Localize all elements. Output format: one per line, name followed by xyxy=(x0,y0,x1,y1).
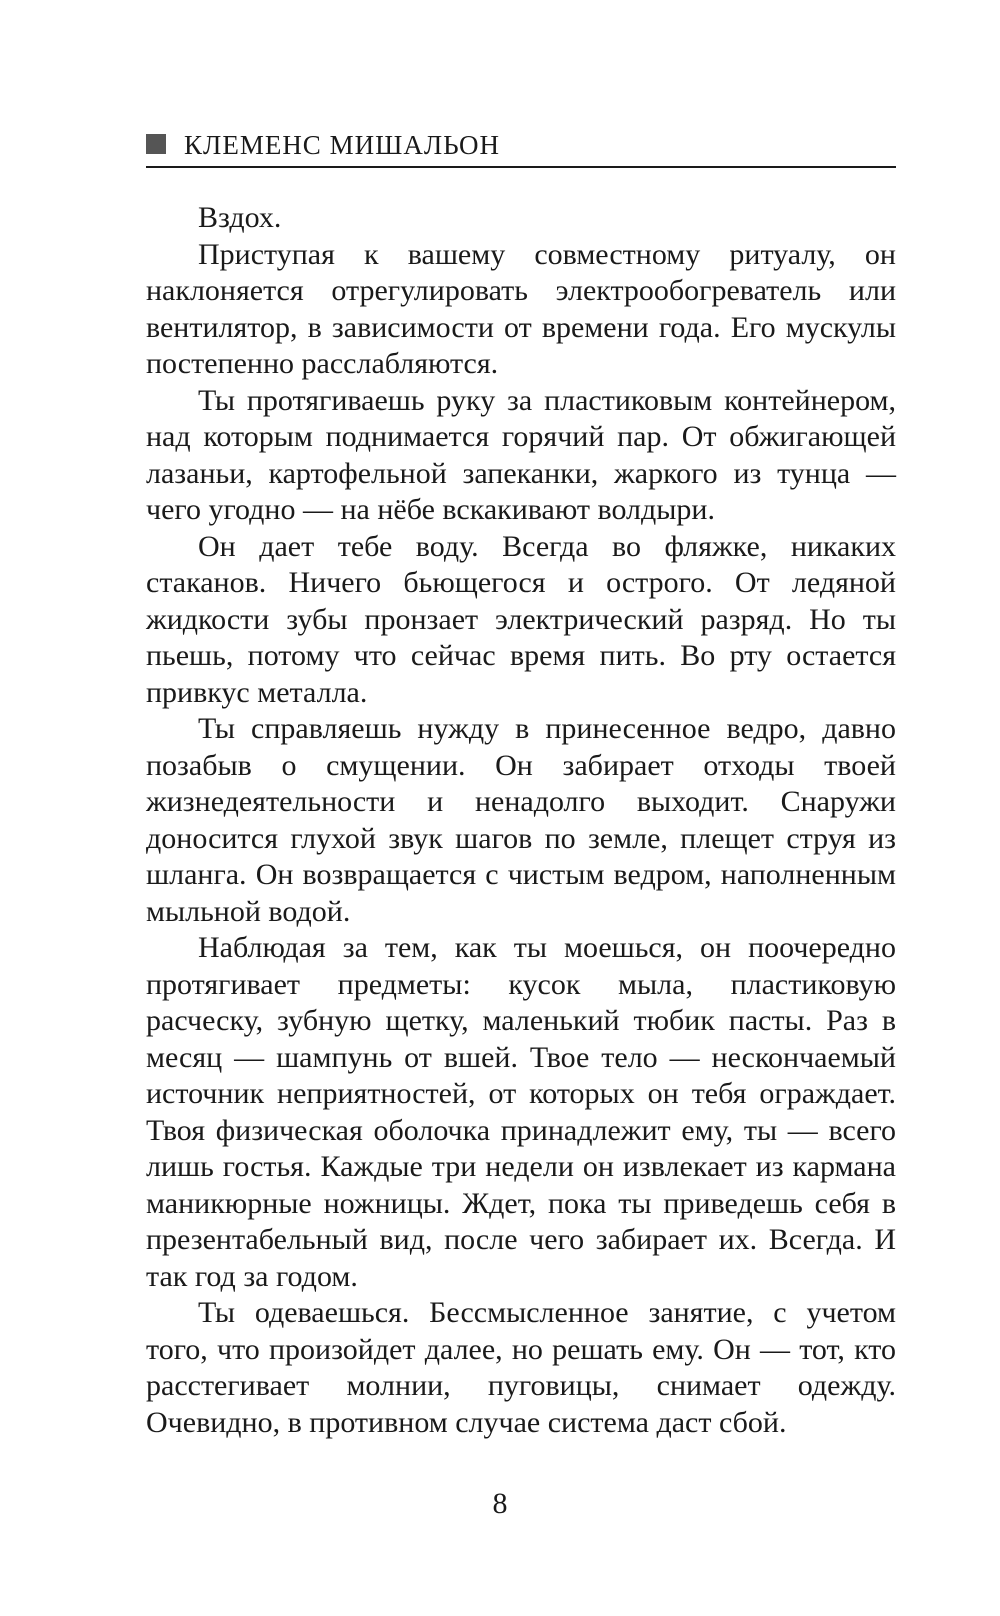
paragraph: Вздох. xyxy=(198,201,282,234)
paragraph: Ты справляешь нужду в принесенное ведро, давно позабыв о смущении. Он забирает отходы твоей жизнедеятельности и ненадолго выходит. Снаружи доносится глухой звук шагов по земле, плещет струя из шланга. Он возвращается с чистым ведром, наполненным мыльной водой. xyxy=(146,712,896,928)
paragraph: Ты протягиваешь руку за пластиковым контейнером, над которым поднимается горячий пар. От обжигающей лазаньи, картофельной запеканки, жаркого из тунца — чего угодно — на нёбе вскакивают волдыри. xyxy=(146,383,896,526)
page-number: 8 xyxy=(492,1487,508,1520)
paragraph: Приступая к вашему совместному ритуалу, он наклоняется отрегулировать электрообогреватель или вентилятор, в зависимости от времени года. Его мускулы постепенно расслабляются. xyxy=(146,237,896,380)
header-author: КЛЕМЕНС МИШАЛЬОН xyxy=(184,130,500,160)
paragraph: Он дает тебе воду. Всегда во фляжке, никаких стаканов. Ничего бьющегося и острого. От ледяной жидкости зубы пронзает электрический разряд. Но ты пьешь, потому что сейчас время пить. Во рту остается привкус металла. xyxy=(146,529,896,709)
header-square-icon xyxy=(146,134,166,154)
body-text xyxy=(146,200,896,1441)
paragraph: Ты одеваешься. Бессмысленное занятие, с учетом того, что произойдет далее, но решать ему. Он — тот, кто расстегивает молнии, пуговицы, снимает одежду. Очевидно, в противном случае система даст сбой. xyxy=(146,1296,896,1439)
paragraph: Наблюдая за тем, как ты моешься, он поочередно протягивает предметы: кусок мыла, пластиковую расческу, зубную щетку, маленький тюбик пасты. Раз в месяц — шампунь от вшей. Твое тело — нескончаемый источник неприятностей, от которых он тебя ограждает. Твоя физическая оболочка принадлежит ему, ты — всего лишь гостья. Каждые три недели он извлекает из кармана маникюрные ножницы. Ждет, пока ты приведешь себя в презентабельный вид, после чего забирает их. Всегда. И так год за годом. xyxy=(146,931,896,1293)
running-header xyxy=(146,126,896,168)
